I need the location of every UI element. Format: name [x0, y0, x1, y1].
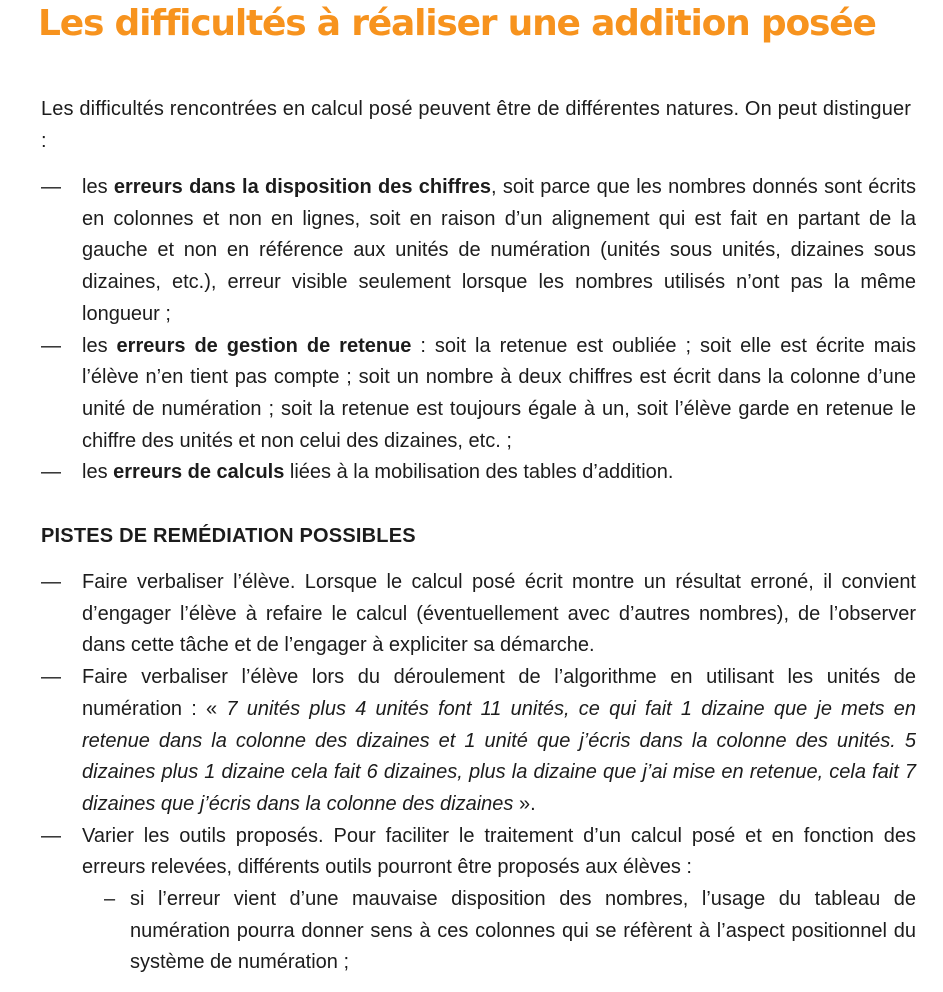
dash-marker: —	[41, 176, 61, 198]
item-bold-term: erreurs dans la disposition des chiffres	[113, 176, 491, 198]
item-bold-term: erreurs de calculs	[113, 461, 285, 484]
sub-item-text: si l’erreur vient d’une mauvaise disposition des nombres, l’usage du tableau de numération pourra donner sens à ces colonnes qui se réfèrent à l’aspect positionnel du système de numération ;	[130, 888, 916, 974]
difficulty-item-disposition	[41, 172, 916, 331]
item-quote: 7 unités plus 4 unités font 11 unités, ce qui fait 1 dizaine que je mets en retenue dans la colonne des dizaines et 1 unité que j’écris dans la colonne des unités. 5 dizaines plus 1 dizaine cela fait 6 dizaines, plus la dizaine que j’ai mise en retenue, cela fait 7 dizaines que j’écris dans la colonne des dizaines	[82, 697, 916, 815]
difficulty-item-calculs	[41, 457, 916, 489]
dash-marker: —	[41, 571, 61, 593]
outils-sublist	[82, 884, 916, 979]
dash-marker: —	[41, 461, 61, 484]
item-text: liées à la mobilisation des tables d’addition.	[284, 461, 674, 484]
sublist-item-tableau	[82, 884, 916, 979]
item-lead: les	[82, 334, 117, 357]
item-bold-term: erreurs de gestion de retenue	[116, 334, 412, 357]
remediation-item-verbaliser	[41, 567, 916, 662]
page-title: Les difficultés à réaliser une addition posée	[38, 3, 876, 44]
intro-paragraph: Les difficultés rencontrées en calcul posé peuvent être de différentes natures. On peut distinguer :	[41, 98, 912, 152]
item-lead: les	[82, 461, 114, 484]
item-text: Varier les outils proposés. Pour faciliter le traitement d’un calcul posé et en fonction des erreurs relevées, différents outils pourront être proposés aux élèves :	[82, 824, 916, 879]
dash-marker: —	[41, 666, 61, 689]
remediation-item-algorithme	[41, 662, 916, 821]
item-end: ».	[513, 792, 536, 815]
difficulty-item-retenue	[41, 331, 916, 458]
item-lead: les	[82, 176, 114, 198]
remediation-heading: PISTES DE REMÉDIATION POSSIBLES	[41, 525, 416, 547]
remediation-list	[41, 567, 916, 979]
remediation-item-outils	[41, 821, 916, 980]
dash-marker: —	[41, 824, 61, 847]
dash-marker: —	[41, 334, 61, 357]
item-text: : soit la retenue est oubliée ; soit elle est écrite mais l’élève n’en tient pas compte ; soit un nombre à deux chiffres est écrit dans la colonne d’une unité de numération ; soit la retenue est toujours égale à un, soit l’élève garde en retenue le chiffre des unités et non celui des dizaines, etc. ;	[82, 334, 916, 452]
difficulties-list	[41, 172, 916, 489]
item-lead: Faire verbaliser l’élève lors du déroulement de l’algorithme en utilisant les unités de numération : «	[82, 666, 916, 720]
item-text: Faire verbaliser l’élève. Lorsque le calcul posé écrit montre un résultat erroné, il convient d’engager l’élève à refaire le calcul (éventuellement avec d’autres nombres), de l’observer dans cette tâche et de l’engager à expliciter sa démarche.	[82, 571, 916, 657]
en-dash-marker: –	[104, 888, 116, 911]
item-text: , soit parce que les nombres donnés sont écrits en colonnes et non en lignes, soit en raison d’un alignement qui est fait en partant de la gauche et non en référence aux unités de numération (unités sous unités, dizaines sous dizaines, etc.), erreur visible seulement lorsque les nombres utilisés n’ont pas la même longueur ;	[82, 176, 916, 325]
